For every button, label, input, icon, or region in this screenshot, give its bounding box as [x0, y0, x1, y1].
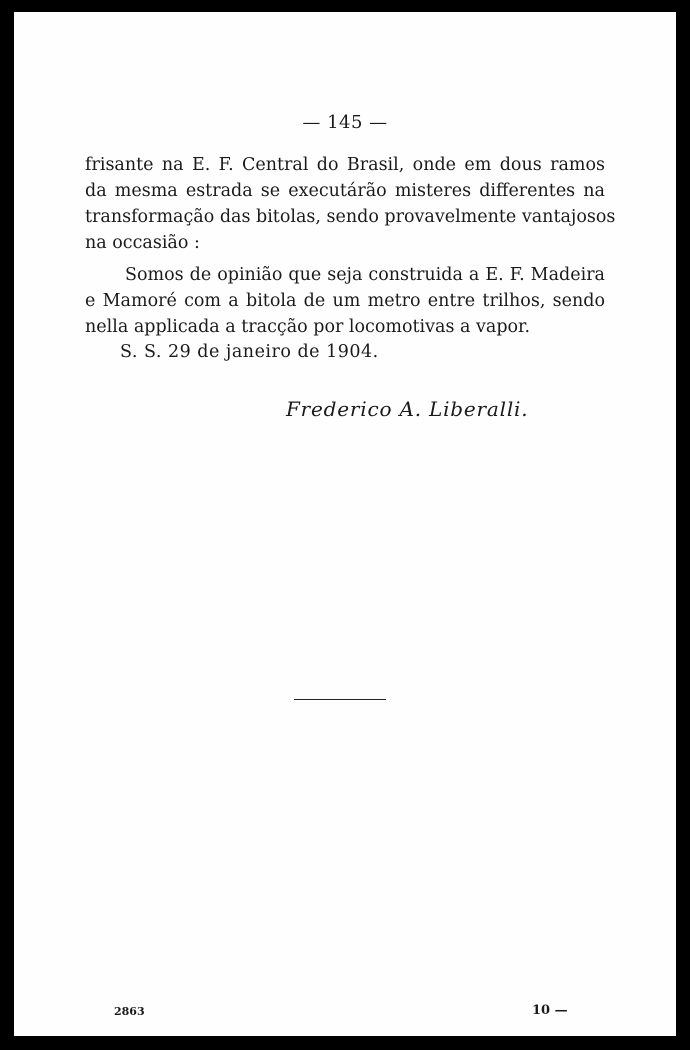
footer-sheet-mark: 10 —: [532, 1003, 568, 1018]
text-line: e Mamoré com a bitola de um metro entre trilhos, sendo: [85, 291, 605, 311]
text-line: frisante na E. F. Central do Brasil, onde em dous ramos: [85, 155, 605, 175]
signature: Frederico A. Liberalli.: [286, 397, 529, 421]
text-line: Somos de opinião que seja construida a E. F. Madeira: [125, 265, 605, 285]
text-line: da mesma estrada se executárão misteres differentes na: [85, 181, 605, 201]
text-line: na occasião :: [85, 233, 200, 253]
paragraph-1: [85, 152, 616, 256]
paragraph-2: [85, 262, 605, 340]
page-number: — 145 —: [302, 112, 388, 133]
footer-signature-mark: 2863: [114, 1005, 145, 1018]
document-page: [14, 12, 676, 1036]
text-line: transformação das bitolas, sendo provavelmente vantajosos: [85, 207, 616, 227]
divider-rule: [294, 699, 386, 700]
text-line: nella applicada a tracção por locomotivas a vapor.: [85, 317, 531, 337]
body-text: [85, 152, 616, 340]
date-line: S. S. 29 de janeiro de 1904.: [120, 342, 379, 362]
